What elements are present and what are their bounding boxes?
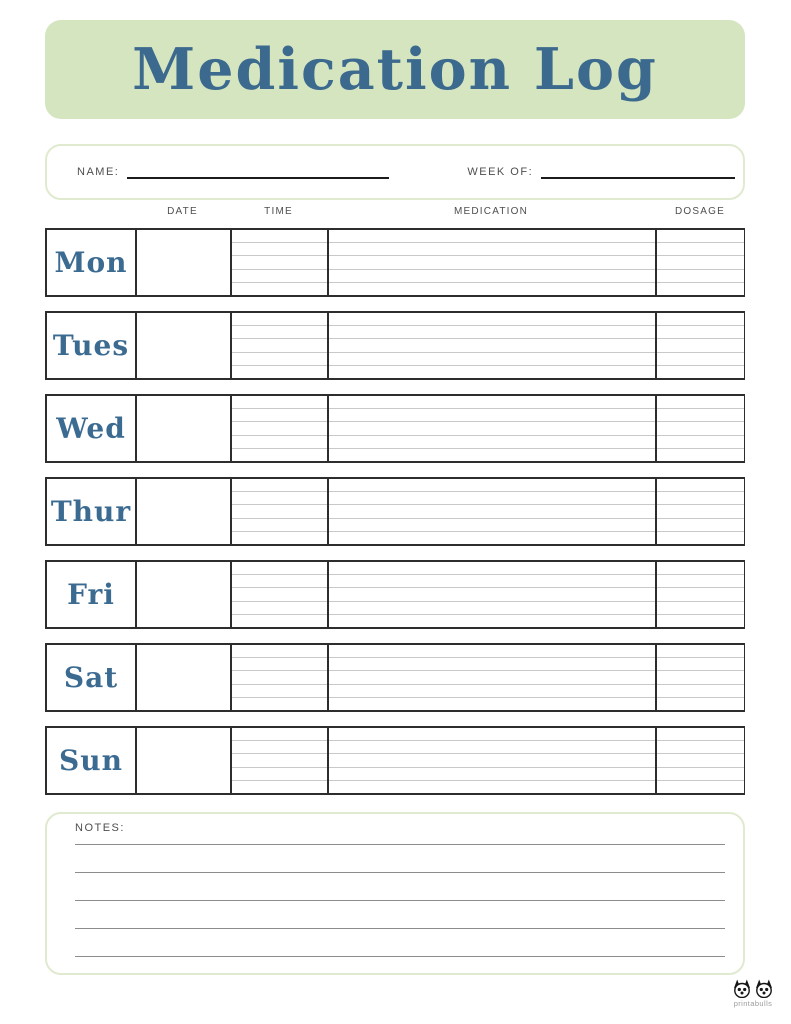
medication-cell[interactable] (329, 479, 657, 544)
dosage-entry-line[interactable] (657, 588, 744, 601)
dosage-entry-line[interactable] (657, 409, 744, 422)
page-title: Medication Log (132, 36, 658, 103)
medication-entry-line[interactable] (329, 243, 655, 256)
dosage-entry-line[interactable] (657, 781, 744, 793)
medication-entry-line[interactable] (329, 313, 655, 326)
time-entry-line[interactable] (232, 243, 327, 256)
time-entry-line[interactable] (232, 436, 327, 449)
day-name-cell (47, 230, 137, 295)
medication-entry-line[interactable] (329, 256, 655, 269)
notes-line[interactable] (75, 845, 725, 873)
time-cell[interactable] (232, 396, 329, 461)
time-entry-line[interactable] (232, 645, 327, 658)
day-name-cell (47, 479, 137, 544)
medication-cell[interactable] (329, 230, 657, 295)
dosage-entry-line[interactable] (657, 449, 744, 461)
time-entry-line[interactable] (232, 505, 327, 518)
dosage-entry-line[interactable] (657, 422, 744, 435)
time-entry-line[interactable] (232, 256, 327, 269)
medication-entry-line[interactable] (329, 685, 655, 698)
dosage-entry-line[interactable] (657, 519, 744, 532)
time-entry-line[interactable] (232, 698, 327, 710)
dosage-entry-line[interactable] (657, 532, 744, 544)
week-of-field-line[interactable] (541, 166, 735, 179)
dosage-entry-line[interactable] (657, 353, 744, 366)
day-row-mon (45, 228, 745, 297)
dosage-entry-line[interactable] (657, 396, 744, 409)
medication-entry-line[interactable] (329, 768, 655, 781)
day-column-header-spacer (45, 206, 135, 217)
medication-entry-line[interactable] (329, 615, 655, 627)
time-entry-line[interactable] (232, 353, 327, 366)
date-cell[interactable] (137, 479, 232, 544)
time-entry-line[interactable] (232, 671, 327, 684)
medication-entry-line[interactable] (329, 658, 655, 671)
column-header-dosage: DOSAGE (675, 206, 725, 217)
dosage-cell[interactable] (657, 645, 744, 710)
medication-entry-line[interactable] (329, 562, 655, 575)
time-entry-line[interactable] (232, 519, 327, 532)
notes-line[interactable] (75, 901, 725, 929)
day-row-tues (45, 311, 745, 380)
medication-entry-line[interactable] (329, 781, 655, 793)
time-entry-line[interactable] (232, 532, 327, 544)
dosage-entry-line[interactable] (657, 671, 744, 684)
time-entry-line[interactable] (232, 781, 327, 793)
medication-cell[interactable] (329, 562, 657, 627)
medication-entry-line[interactable] (329, 366, 655, 378)
dosage-entry-line[interactable] (657, 436, 744, 449)
dosage-entry-line[interactable] (657, 339, 744, 352)
day-name-cell (47, 645, 137, 710)
day-row-fri (45, 560, 745, 629)
time-cell[interactable] (232, 728, 329, 793)
dosage-entry-line[interactable] (657, 728, 744, 741)
time-entry-line[interactable] (232, 449, 327, 461)
notes-section (45, 812, 745, 975)
dosage-cell[interactable] (657, 728, 744, 793)
medication-entry-line[interactable] (329, 698, 655, 710)
day-name-cell (47, 728, 137, 793)
time-entry-line[interactable] (232, 728, 327, 741)
day-label: Fri (67, 578, 115, 611)
time-entry-line[interactable] (232, 754, 327, 767)
medication-entry-line[interactable] (329, 741, 655, 754)
dosage-entry-line[interactable] (657, 230, 744, 243)
dosage-entry-line[interactable] (657, 741, 744, 754)
day-row-sat (45, 643, 745, 712)
medication-entry-line[interactable] (329, 353, 655, 366)
medication-entry-line[interactable] (329, 671, 655, 684)
dosage-entry-line[interactable] (657, 615, 744, 627)
dosage-entry-line[interactable] (657, 768, 744, 781)
medication-entry-line[interactable] (329, 532, 655, 544)
time-cell[interactable] (232, 562, 329, 627)
medication-entry-line[interactable] (329, 492, 655, 505)
time-entry-line[interactable] (232, 366, 327, 378)
time-cell[interactable] (232, 645, 329, 710)
notes-line[interactable] (75, 929, 725, 957)
medication-entry-line[interactable] (329, 588, 655, 601)
dosage-entry-line[interactable] (657, 479, 744, 492)
dosage-entry-line[interactable] (657, 313, 744, 326)
notes-label: NOTES: (75, 822, 125, 834)
dosage-entry-line[interactable] (657, 283, 744, 295)
medication-entry-line[interactable] (329, 645, 655, 658)
dosage-entry-line[interactable] (657, 366, 744, 378)
time-entry-line[interactable] (232, 339, 327, 352)
date-cell[interactable] (137, 645, 232, 710)
name-week-section (45, 144, 745, 200)
day-name-cell (47, 396, 137, 461)
medication-cell[interactable] (329, 728, 657, 793)
dosage-entry-line[interactable] (657, 602, 744, 615)
medication-entry-line[interactable] (329, 519, 655, 532)
dosage-entry-line[interactable] (657, 256, 744, 269)
medication-entry-line[interactable] (329, 409, 655, 422)
table-column-headers (45, 206, 745, 217)
medication-entry-line[interactable] (329, 505, 655, 518)
time-cell[interactable] (232, 479, 329, 544)
medication-entry-line[interactable] (329, 449, 655, 461)
dosage-entry-line[interactable] (657, 492, 744, 505)
medication-entry-line[interactable] (329, 602, 655, 615)
time-entry-line[interactable] (232, 313, 327, 326)
time-entry-line[interactable] (232, 602, 327, 615)
medication-entry-line[interactable] (329, 575, 655, 588)
dosage-entry-line[interactable] (657, 645, 744, 658)
day-label: Sat (63, 661, 119, 694)
time-entry-line[interactable] (232, 270, 327, 283)
title-banner (45, 20, 745, 119)
time-entry-line[interactable] (232, 658, 327, 671)
medication-entry-line[interactable] (329, 436, 655, 449)
time-entry-line[interactable] (232, 396, 327, 409)
notes-lines (75, 834, 725, 957)
medication-entry-line[interactable] (329, 326, 655, 339)
column-header-time: TIME (264, 206, 293, 217)
time-entry-line[interactable] (232, 409, 327, 422)
medication-entry-line[interactable] (329, 479, 655, 492)
name-label: NAME: (77, 166, 120, 178)
date-cell[interactable] (137, 728, 232, 793)
day-row-wed (45, 394, 745, 463)
day-row-sun (45, 726, 745, 795)
time-entry-line[interactable] (232, 741, 327, 754)
column-header-medication: MEDICATION (453, 206, 529, 217)
notes-line[interactable] (75, 873, 725, 901)
dosage-entry-line[interactable] (657, 685, 744, 698)
medication-entry-line[interactable] (329, 339, 655, 352)
dosage-entry-line[interactable] (657, 243, 744, 256)
day-label: Tues (52, 329, 130, 362)
date-cell[interactable] (137, 230, 232, 295)
time-entry-line[interactable] (232, 575, 327, 588)
column-header-date: DATE (167, 206, 198, 217)
medication-entry-line[interactable] (329, 283, 655, 295)
dosage-cell[interactable] (657, 562, 744, 627)
time-entry-line[interactable] (232, 588, 327, 601)
brand-footer (728, 979, 778, 1008)
dosage-entry-line[interactable] (657, 575, 744, 588)
time-entry-line[interactable] (232, 422, 327, 435)
time-entry-line[interactable] (232, 492, 327, 505)
time-entry-line[interactable] (232, 615, 327, 627)
time-entry-line[interactable] (232, 562, 327, 575)
dosage-entry-line[interactable] (657, 658, 744, 671)
date-cell[interactable] (137, 562, 232, 627)
medication-entry-line[interactable] (329, 754, 655, 767)
medication-entry-line[interactable] (329, 396, 655, 409)
medication-cell[interactable] (329, 313, 657, 378)
two-bulldogs-icon (733, 979, 773, 998)
time-cell[interactable] (232, 230, 329, 295)
time-entry-line[interactable] (232, 685, 327, 698)
day-label: Wed (56, 412, 126, 445)
medication-week-table (45, 228, 745, 795)
medication-entry-line[interactable] (329, 270, 655, 283)
dosage-entry-line[interactable] (657, 505, 744, 518)
week-of-label: WEEK OF: (467, 166, 534, 178)
time-entry-line[interactable] (232, 479, 327, 492)
dosage-entry-line[interactable] (657, 754, 744, 767)
dosage-entry-line[interactable] (657, 270, 744, 283)
time-entry-line[interactable] (232, 283, 327, 295)
day-label: Mon (54, 246, 128, 279)
medication-cell[interactable] (329, 645, 657, 710)
dosage-cell[interactable] (657, 313, 744, 378)
brand-name: printabulls (733, 999, 773, 1008)
day-row-thur (45, 477, 745, 546)
day-name-cell (47, 562, 137, 627)
medication-entry-line[interactable] (329, 728, 655, 741)
dosage-entry-line[interactable] (657, 698, 744, 710)
dosage-entry-line[interactable] (657, 326, 744, 339)
date-cell[interactable] (137, 396, 232, 461)
day-label: Sun (59, 744, 123, 777)
time-entry-line[interactable] (232, 230, 327, 243)
dosage-cell[interactable] (657, 479, 744, 544)
dosage-cell[interactable] (657, 396, 744, 461)
date-cell[interactable] (137, 313, 232, 378)
medication-entry-line[interactable] (329, 422, 655, 435)
medication-entry-line[interactable] (329, 230, 655, 243)
time-entry-line[interactable] (232, 768, 327, 781)
medication-cell[interactable] (329, 396, 657, 461)
time-cell[interactable] (232, 313, 329, 378)
day-label: Thur (50, 495, 132, 528)
dosage-entry-line[interactable] (657, 562, 744, 575)
name-field-line[interactable] (127, 166, 389, 179)
dosage-cell[interactable] (657, 230, 744, 295)
notes-line[interactable] (75, 834, 725, 845)
day-name-cell (47, 313, 137, 378)
time-entry-line[interactable] (232, 326, 327, 339)
